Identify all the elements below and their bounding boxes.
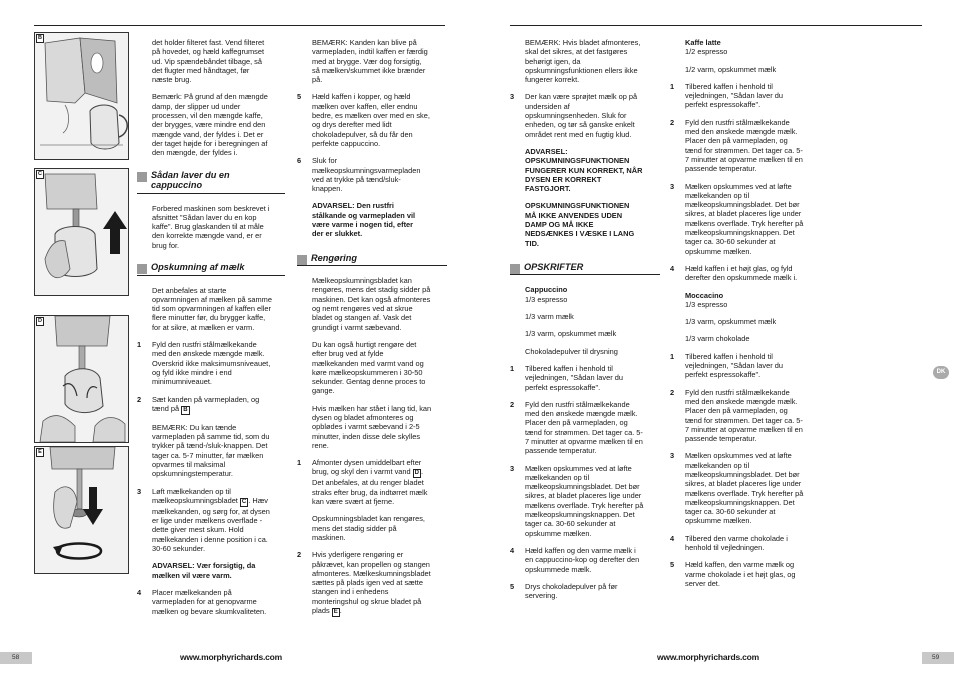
step (670, 352, 820, 380)
step-text-part: Afmonter dysen umiddelbart efter brug, og skyl den i varmt vand (312, 458, 422, 477)
step (137, 395, 285, 415)
warning: ADVARSEL: OPSKUMNINGSFUNKTIONEN FUNGERER KUN KORREKT, NÅR DYSEN ER KORREKT FASTGJORT. (525, 146, 643, 194)
recipe-moccacino (670, 291, 820, 344)
section-heading (510, 262, 660, 276)
section-marker (510, 264, 520, 274)
section-heading (137, 262, 285, 276)
step-text: Fyld den rustfri stålmælkekande med den ønskede mængde mælk. Placer den på varmepladen, og tænd for strømmen. Det tager ca. 5- 7 minutter at opvarme mælken til en passende temperatur. (685, 387, 803, 444)
section-marker (137, 264, 147, 274)
step-number: 3 (670, 181, 675, 191)
section-title: Rengøring (311, 252, 357, 263)
step-number: 2 (670, 387, 675, 397)
note: BEMÆRK: Kanden kan blive på varmepladen, indtil kaffen er færdig med at brygge. Vær dog forsigtig, så mælken/skummet ikke brænder på. (312, 38, 428, 85)
step-text-part: Løft mælkekanden op til mælkeopskumningsbladet (152, 486, 238, 505)
step-text: Drys chokoladepulver på før servering. (525, 581, 618, 601)
section-heading (137, 170, 285, 194)
language-badge: DK (933, 366, 949, 379)
section-marker (297, 255, 307, 265)
recipe-title: Kaffe latte (685, 38, 721, 47)
step-text: Mælken opskummes ved at løfte mælkekanden op til mælkeopskumningsbladet. Det bør sikres, at bladet placeres lige under mælkens overflade. Tryk herefter på mælkeopskumningsknappen. Det tager ca. 30-60 sekunder at opskumme mælken. (685, 181, 804, 256)
step-number: 6 (297, 156, 302, 166)
machine-photo (35, 33, 128, 159)
step-text: Tilbered den varme chokolade i henhold til vejledningen. (685, 533, 788, 553)
step-number: 4 (510, 545, 515, 555)
step-text: Mælken opskummes ved at løfte mælkekanden op til mælkeopskumningsbladet. Det bør sikres, at bladet placeres lige under mælkens overflade. Tryk herefter på mælkeopskumningsknappen. Det tager ca. 30-60 sekunder at opskumme mælken. (685, 451, 804, 526)
step (670, 118, 820, 174)
warning: ADVARSEL: Vær forsigtig, da mælken vil være varm. (152, 561, 256, 580)
step-number: 1 (510, 363, 515, 373)
ingredient: 1/3 espresso (685, 299, 728, 309)
step-number: 1 (137, 340, 142, 350)
right-column-2 (670, 38, 820, 596)
recipe-title: Cappuccino (525, 285, 568, 295)
recipe-title: Moccacino (685, 290, 724, 300)
paragraph: Hvis mælken har stået i lang tid, kan dysen og bladet afmonteres og opblødes i varmt sæbevand i 2-5 minutter, inden disse dele skylles rene. (312, 403, 432, 450)
ingredient: Chokoladepulver til drysning (525, 346, 618, 356)
step-number: 5 (510, 581, 515, 591)
step-text: Tilbered kaffen i henhold til vejledningen, "Sådan laver du perfekt espressokaffe". (685, 81, 783, 110)
right-column-1 (510, 38, 660, 608)
recipe-latte (670, 38, 820, 74)
figure-label: B (36, 34, 44, 43)
right-page (477, 0, 954, 677)
paragraph: Du kan også hurtigt rengøre det efter brug ved at fylde mælkekanden med varmt vand og køre mælkeopskummeren i 30-50 sekunder. Gentag denne proces to gange. (312, 339, 426, 396)
step-text: Der kan være sprøjtet mælk op på undersiden af opskumningsenheden. Sluk for enheden, og tør så ganske enkelt området rent med en fugtig klud. (525, 92, 638, 139)
step (670, 560, 820, 588)
left-column-2 (297, 38, 447, 625)
website: www.morphyrichards.com (657, 652, 760, 662)
ingredient: 1/2 varm, opskummet mælk (685, 64, 777, 74)
ingredient: 1/3 espresso (525, 294, 568, 304)
paragraph: Opskumningsbladet kan rengøres, mens det stadig sidder på maskinen. (312, 514, 425, 542)
figure-e (34, 446, 129, 574)
recipe-cappuccino (510, 285, 660, 355)
step (670, 82, 820, 110)
warning-text: . (536, 238, 539, 248)
step-number: 3 (510, 463, 515, 473)
left-column-1 (137, 38, 285, 624)
figure-ref: E (333, 609, 338, 616)
step (510, 464, 660, 538)
step (297, 156, 447, 193)
step-number: 4 (670, 263, 675, 273)
step-number: 4 (670, 533, 675, 543)
warning-text: OPSKUMNINGSFUNKTIONEN MÅ IKKE ANVENDES UDEN DAMP OG MÅ IKKE NEDSÆNKES I VÆSKE I LANG TID (525, 201, 635, 248)
step-text: Hæld kaffen i kopper, og hæld mælken over kaffen, eller endnu bedre, es mælken over med en ske, og drys derefter med lidt chokoladepulver, så du får den perfekte cappuccino. (312, 92, 430, 148)
step-number: 3 (670, 451, 675, 461)
step (670, 182, 820, 256)
step (510, 364, 660, 392)
step-number: 2 (510, 399, 515, 409)
figure-b (34, 32, 129, 160)
step-number: 3 (510, 92, 515, 102)
top-rule (510, 25, 922, 26)
step-text: Placer mælkekanden på varmepladen for at genopvarme mælken og bevare skumkvaliteten. (152, 587, 267, 616)
warning (510, 201, 660, 247)
step-text (312, 550, 447, 617)
ingredient: 1/3 varm mælk (525, 312, 574, 322)
ingredient: 1/3 varm, opskummet mælk (525, 329, 617, 339)
step-text: Hæld kaffen og den varme mælk i en cappuccino-kop og derefter den opskummede mælk. (525, 545, 640, 574)
step (670, 264, 820, 283)
assembly-photo (35, 447, 128, 573)
step (670, 388, 820, 444)
frother-photo (35, 169, 128, 295)
step-text (312, 458, 447, 506)
note: BEMÆRK: Hvis bladet afmonteres, skal det sikres, at det fastgøres behørigt igen, da opskumningsfunktionen ellers ikke fungerer korrekt. (525, 38, 641, 85)
step-text (152, 487, 285, 554)
paragraph: Forbered maskinen som beskrevet i afsnittet "Sådan laver du en kop kaffe". Brug glaskanden til at måle den korrekte mængde vand, er er brug for. (152, 203, 270, 250)
step-number: 5 (670, 560, 675, 570)
figure-ref: C (241, 498, 247, 505)
note: BEMÆRK: Du kan tænde varmepladen på samme tid, som du trykker på tænd-/sluk-knappen. Det tager ca. 5-7 minutter, før mælken opvarmes til maksimal opskumningstemperatur. (152, 422, 270, 479)
step (297, 458, 447, 506)
step-text-part: Hvis yderligere rengøring er påkrævet, kan propellen og stangen afmonteres. Mælkeskumningsbladet sættes på plads igen ved at sætte stangen ind i enhedens monteringshul og skrue bladet på plads (312, 550, 431, 616)
step (137, 487, 285, 554)
step-number: 4 (137, 587, 142, 597)
step (510, 546, 660, 574)
page-number: 59 (932, 654, 940, 661)
ingredient: 1/3 varm chokolade (685, 334, 750, 344)
figure-ref: B (183, 406, 188, 413)
step-text-part: . Hæv mælkekanden, og sørg for, at dysen er lige under mælkens overflade - dette giver mest skum. Hold mælkekanden i denne position i ca. 30-60 sekunder. (152, 495, 270, 554)
step-text: Fyld den rustfri stålmælkekande med den ønskede mængde mælk. Overskrid ikke maksimumsniveauet, og fyld ikke mindre i end minimumniveauet. (152, 340, 271, 387)
section-marker (137, 172, 147, 182)
step (297, 550, 447, 617)
step (297, 92, 447, 148)
figure-label: D (36, 317, 44, 326)
step-text: Fyld den rustfri stålmælkekande med den ønskede mængde mælk. Placer den på varmepladen, og tænd for strømmen. Det tager ca. 5- 7 minutter at opvarme mælken til en passende temperatur. (525, 399, 643, 456)
step (510, 400, 660, 456)
step-text-part: . (339, 606, 342, 616)
warning: ADVARSEL: Den rustfri stålkande og varmepladen vil være varme i nogen tid, efter der er slukket. (312, 201, 416, 239)
figure-label: C (36, 170, 44, 179)
step (137, 340, 285, 386)
step-text: Sluk for mælkeopskumningsvarmepladen ved at trykke på tænd/sluk- knappen. (312, 156, 421, 194)
figure-c (34, 168, 129, 296)
step-text: Mælken opskummes ved at løfte mælkekanden op til mælkeopskumningsbladet. Det bør sikres, at bladet placeres lige under mælkens overflade. Tryk herefter på mælkeopskumningsknappen. Det tager ca. 30-60 sekunder at opskumme mælken. (525, 463, 644, 538)
page-number: 58 (12, 654, 20, 661)
paragraph: Det anbefales at starte opvarmningen af mælken på samme tid som opvarmningen af kaffen eller flere minutter før, du brygger kaffe, for at sikre, at mælken er varm. (152, 285, 272, 332)
step-number: 3 (137, 486, 142, 496)
paragraph: det holder filteret fast. Vend filteret på hovedet, og hæld kaffegrumset ud. Vip spændebåndet tilbage, så det flugter med håndtaget, før næste brug. (152, 38, 265, 85)
step-number: 1 (670, 81, 675, 91)
section-title: Sådan laver du en cappuccino (151, 169, 230, 191)
paragraph: Mælkeopskumningsbladet kan rengøres, mens det stadig sidder på maskinen. Det kan også afmonteres og nemt rengøres ved at skrue bladet og stangen af. Vask det grundigt i varmt sæbevand. (312, 276, 431, 332)
step-text: Hæld kaffen, den varme mælk og varme chokolade i et højt glas, og server det. (685, 560, 796, 588)
step-number: 2 (137, 394, 142, 404)
nozzle-photo (35, 316, 128, 442)
step-number: 5 (297, 92, 302, 102)
step-text (152, 395, 285, 415)
step-text: Tilbered kaffen i henhold til vejledningen, "Sådan laver du perfekt espressokaffe". (525, 363, 623, 392)
step-number: 2 (297, 550, 302, 560)
step-text: Tilbered kaffen i henhold til vejledningen, "Sådan laver du perfekt espressokaffe". (685, 351, 783, 380)
section-title: OPSKRIFTER (524, 261, 584, 272)
step (137, 588, 285, 616)
figure-ref: D (414, 470, 419, 477)
step-number: 2 (670, 117, 675, 127)
section-title: Opskumning af mælk (151, 262, 245, 273)
step (510, 582, 660, 601)
figure-d (34, 315, 129, 443)
step (670, 534, 820, 553)
website: www.morphyrichards.com (180, 652, 283, 662)
note: Bemærk: På grund af den mængde damp, der slipper ud under processen, vil den mængde kaffe, der brygges, være mindre end den mængde vand, der fyldes i. Det er der taget højde for i beregningen af den mængde, der fyldes i. (152, 92, 268, 158)
step-number: 1 (670, 351, 675, 361)
section-heading (297, 253, 447, 267)
ingredient: 1/3 varm, opskummet mælk (685, 317, 777, 327)
top-rule (34, 25, 445, 26)
step-text-part: Sæt kanden på varmepladen, og tænd på (152, 394, 260, 413)
step-text-part: . Det anbefales, at du renger bladet straks efter brug, da indtørret mælk kan være svært at fjerne. (312, 467, 428, 507)
step-text: Hæld kaffen i et højt glas, og fyld derefter den opskummede mælk i. (685, 263, 798, 283)
step (670, 451, 820, 525)
step (510, 92, 660, 138)
step-number: 1 (297, 458, 302, 468)
figure-label: E (36, 448, 44, 457)
step-text: Fyld den rustfri stålmælkekande med den ønskede mængde mælk. Placer den på varmepladen, og tænd for strømmen. Det tager ca. 5- 7 minutter at opvarme mælken til en passende temperatur. (685, 117, 803, 174)
ingredient: 1/2 espresso (685, 47, 728, 57)
